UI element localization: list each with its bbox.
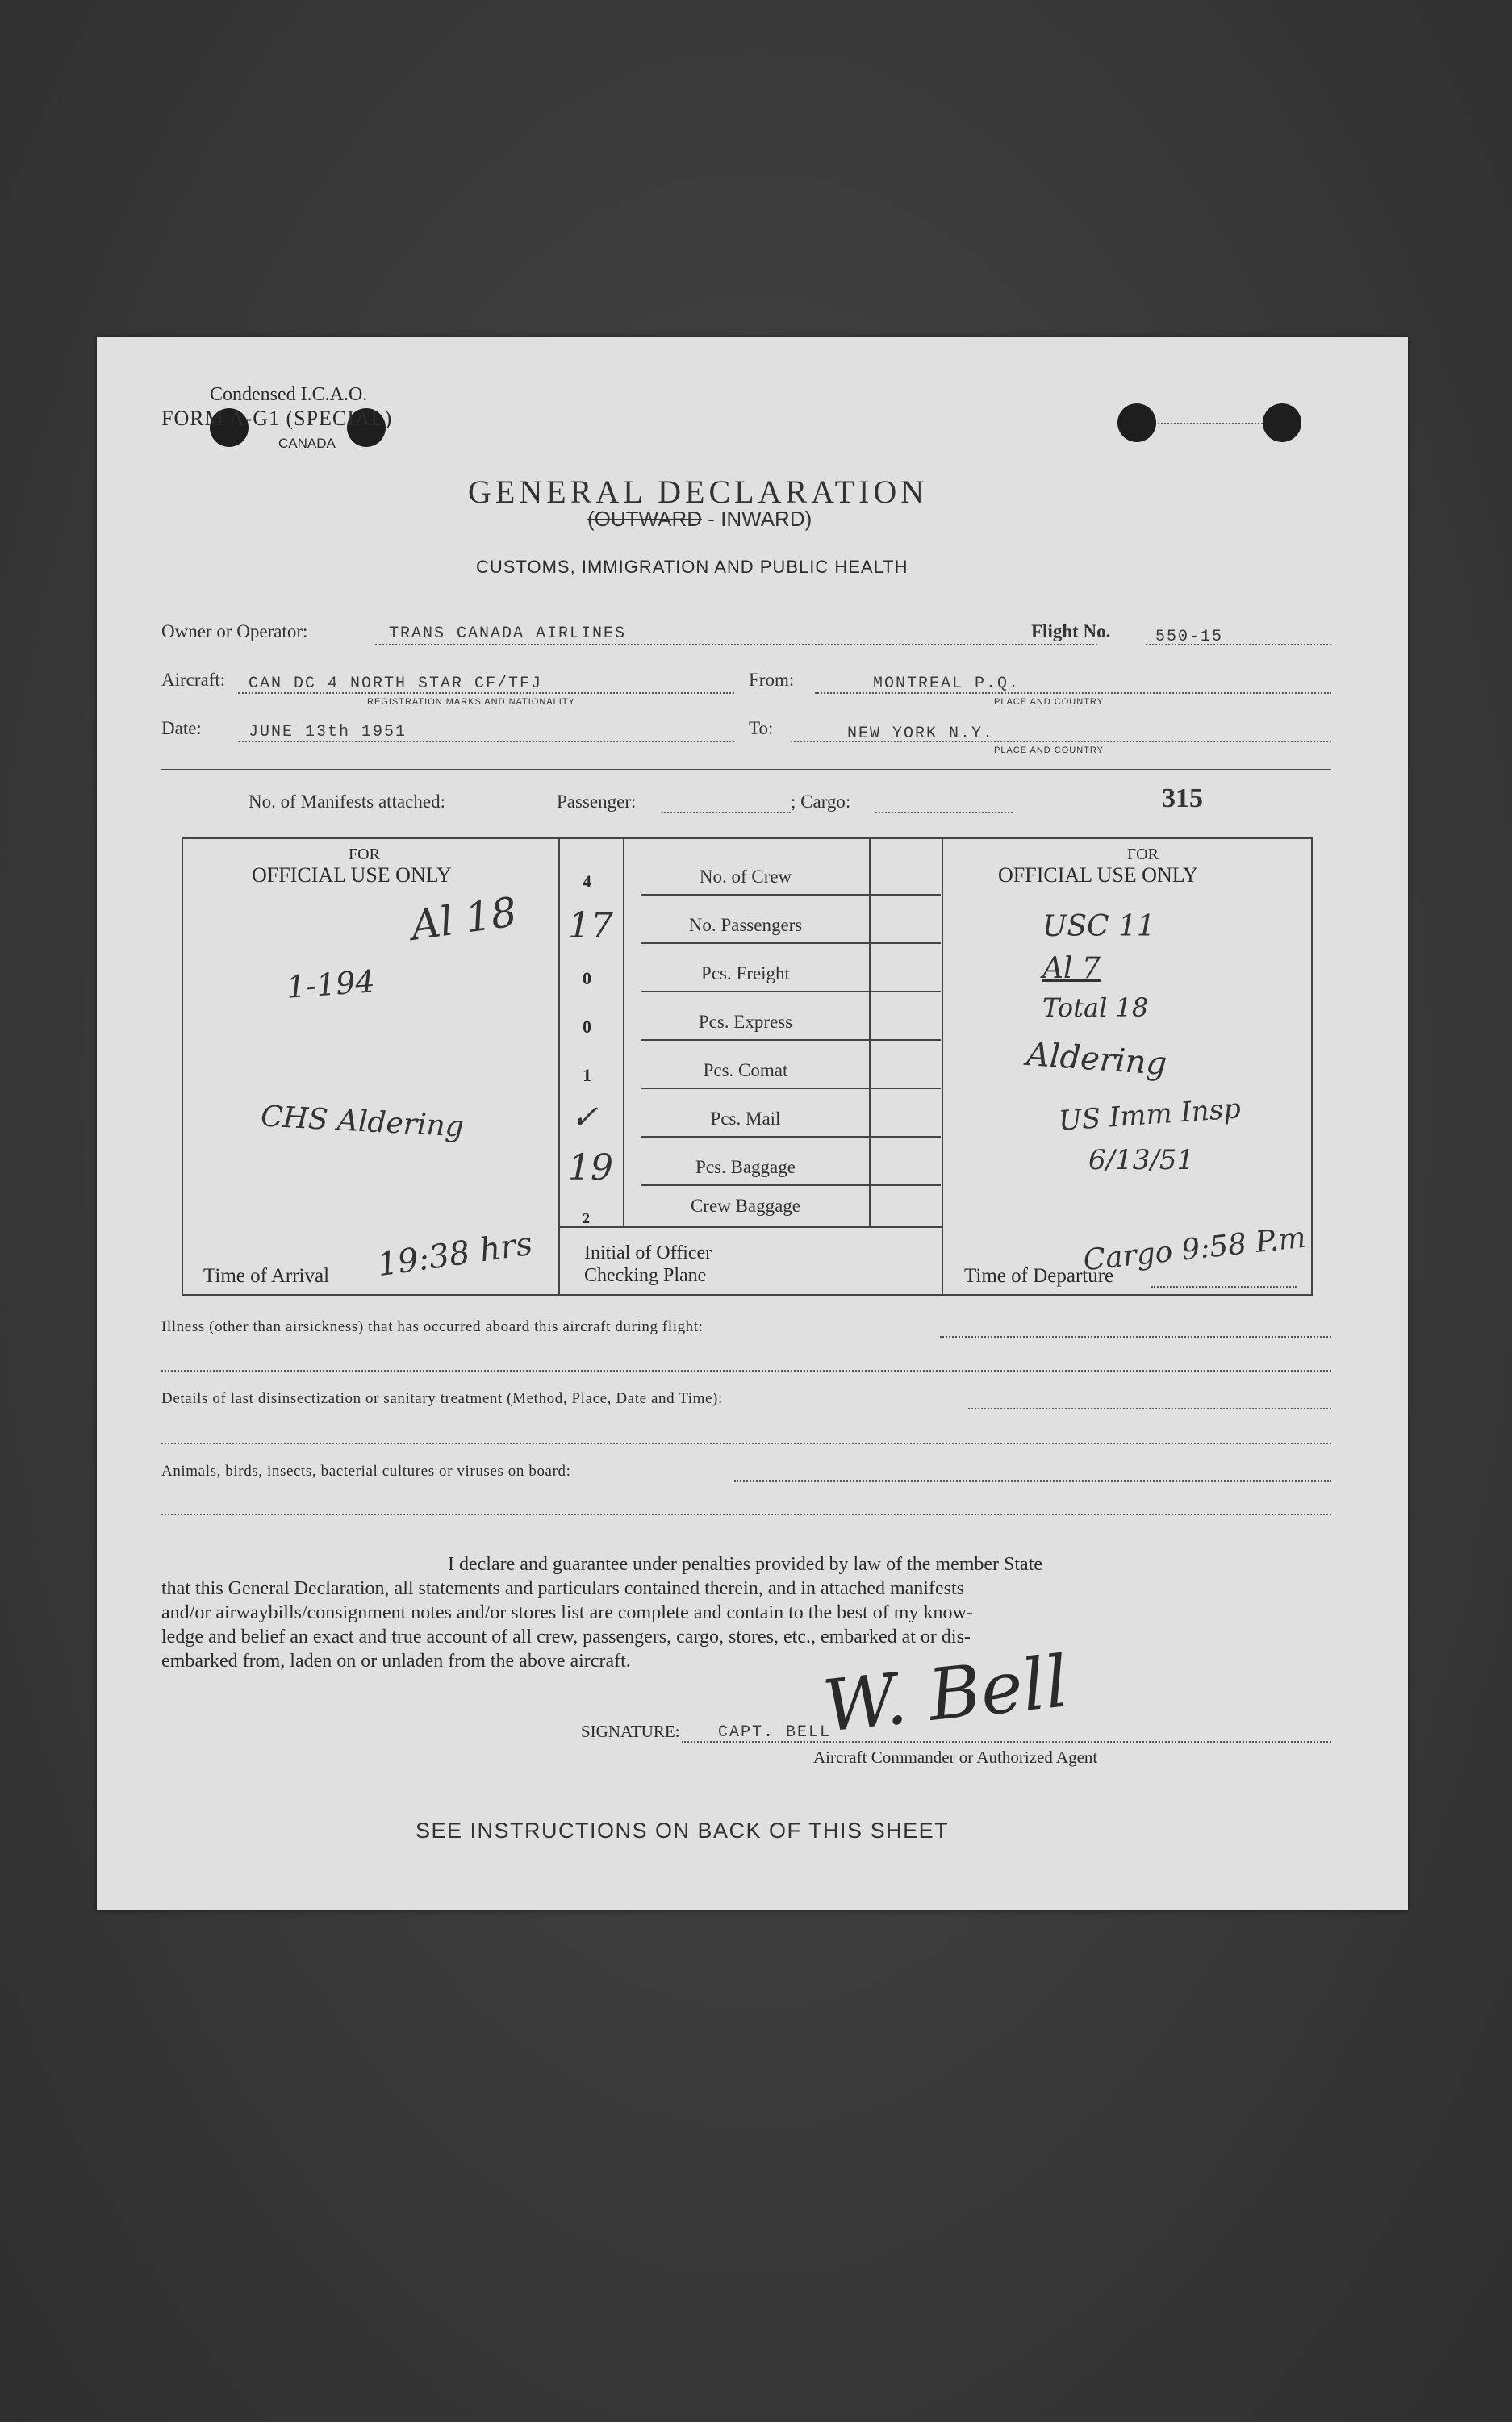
right-note-4: Aldering [1025, 1035, 1168, 1084]
date-line [238, 741, 734, 742]
left-note-3: CHS Aldering [260, 1100, 465, 1144]
right-official-header-2: OFFICIAL USE ONLY [998, 863, 1198, 887]
row-count: 0 [583, 1017, 591, 1037]
flight-line [1146, 644, 1331, 645]
left-note-2: 1-194 [285, 963, 376, 1005]
form-id-line1: Condensed I.C.A.O. [210, 384, 368, 405]
table-row [560, 905, 941, 954]
row-label: Pcs. Mail [710, 1109, 781, 1129]
from-line [815, 692, 1331, 694]
from-label: From: [749, 670, 795, 690]
illness-line-1 [940, 1336, 1331, 1338]
passenger-line [662, 812, 791, 813]
animals-line-1 [734, 1480, 1331, 1482]
aircraft-line [238, 692, 734, 694]
from-sublabel: PLACE AND COUNTRY [994, 697, 1104, 707]
official-use-table [182, 837, 1313, 1296]
illness-line-2 [161, 1370, 1331, 1372]
row-count: 17 [568, 905, 613, 946]
punch-hole-right-2 [1263, 403, 1301, 442]
table-row [560, 1196, 941, 1228]
to-label: To: [749, 718, 774, 738]
top-right-dotted-line [1158, 423, 1263, 424]
disinsect-label: Details of last disinsectization or sanitary treatment (Method, Place, Date and Time): [161, 1390, 723, 1407]
row-count: 19 [568, 1147, 613, 1188]
form-id-line2: FORM A-G1 (SPECIAL) [161, 407, 393, 430]
form-id-line3: CANADA [278, 436, 336, 451]
right-note-5: US Imm Insp [1057, 1092, 1243, 1138]
cargo-label: ; Cargo: [791, 791, 851, 812]
row-label: Pcs. Express [698, 1012, 793, 1032]
owner-label: Owner or Operator: [161, 621, 308, 641]
left-note-1: Al 18 [407, 888, 520, 950]
disinsect-line-1 [968, 1408, 1331, 1409]
time-departure-label: Time of Departure [964, 1265, 1114, 1287]
declaration-line-3: and/or airwaybills/consignment notes and/or stores list are complete and contain to the best of my know- [161, 1602, 973, 1623]
animals-line-2 [161, 1514, 1331, 1515]
table-row [560, 1099, 941, 1147]
subtitle: CUSTOMS, IMMIGRATION AND PUBLIC HEALTH [476, 557, 908, 577]
right-note-3: Total 18 [1042, 992, 1149, 1023]
row-rule [641, 1039, 941, 1041]
declaration-sheet [97, 337, 1408, 1910]
declaration-line-2: that this General Declaration, all statements and particulars contained therein, and in attached manifests [161, 1578, 964, 1599]
row-label: Pcs. Comat [703, 1060, 788, 1080]
illness-label: Illness (other than airsickness) that has occurred aboard this aircraft during flight: [161, 1318, 704, 1335]
signature-sublabel: Aircraft Commander or Authorized Agent [813, 1748, 1098, 1767]
table-row [560, 857, 941, 905]
row-rule [641, 991, 941, 992]
row-rule [641, 1088, 941, 1089]
manifests-label: No. of Manifests attached: [249, 791, 445, 812]
time-departure-value: Cargo 9:58 P.m [1081, 1221, 1308, 1278]
right-note-2: Al 7 [1042, 952, 1101, 985]
signature-line [682, 1741, 1331, 1743]
officer-label-2: Checking Plane [584, 1265, 707, 1286]
aircraft-label: Aircraft: [161, 670, 226, 690]
departure-line [1151, 1286, 1297, 1288]
signature-label: SIGNATURE: [581, 1722, 680, 1741]
outward-label: (OUTWARD [587, 507, 703, 531]
row-rule [641, 1184, 941, 1186]
declaration-line-1: I declare and guarantee under penalties provided by law of the member State [448, 1554, 1043, 1575]
row-count: 1 [583, 1065, 591, 1085]
row-count: 2 [583, 1210, 590, 1226]
declaration-line-5: embarked from, laden on or unladen from the above aircraft. [161, 1651, 631, 1672]
table-row [560, 1050, 941, 1099]
signature-handwritten: W. Bell [819, 1639, 1072, 1748]
footer-instructions: SEE INSTRUCTIONS ON BACK OF THIS SHEET [416, 1819, 950, 1843]
disinsect-line-2 [161, 1443, 1331, 1444]
row-count: 0 [583, 968, 591, 988]
row-label: Pcs. Freight [701, 963, 790, 983]
row-rule [641, 942, 941, 944]
time-arrival-value: 19:38 hrs [374, 1225, 535, 1284]
header-rule [161, 769, 1331, 770]
cargo-line [875, 812, 1013, 813]
owner-value: TRANS CANADA AIRLINES [389, 624, 627, 643]
date-value: JUNE 13th 1951 [249, 723, 407, 741]
row-list [560, 839, 941, 1226]
page-title: GENERAL DECLARATION [468, 474, 929, 510]
row-rule [641, 1136, 941, 1138]
row-label: No. of Crew [699, 866, 792, 887]
date-label: Date: [161, 718, 202, 738]
to-sublabel: PLACE AND COUNTRY [994, 745, 1104, 755]
right-note-6: 6/13/51 [1088, 1144, 1195, 1176]
direction-line [587, 507, 812, 532]
table-row [560, 1147, 941, 1196]
left-official-header-2: OFFICIAL USE ONLY [252, 863, 452, 887]
owner-line [375, 644, 1097, 645]
time-arrival-label: Time of Arrival [203, 1265, 330, 1287]
flight-label: Flight No. [1031, 621, 1111, 641]
to-line [791, 741, 1331, 742]
officer-label-1: Initial of Officer [584, 1242, 712, 1263]
signature-typed: CAPT. BELL [718, 1723, 832, 1742]
declaration-line-4: ledge and belief an exact and true account of all crew, passengers, cargo, stores, etc., embarked at or dis- [161, 1626, 971, 1647]
aircraft-value: CAN DC 4 NORTH STAR CF/TFJ [249, 674, 543, 693]
row-label: Pcs. Baggage [695, 1157, 796, 1177]
inward-label: - INWARD) [708, 507, 812, 531]
aircraft-sublabel: REGISTRATION MARKS AND NATIONALITY [367, 697, 575, 707]
row-count: 4 [583, 871, 591, 892]
animals-label: Animals, birds, insects, bacterial cultures or viruses on board: [161, 1463, 571, 1480]
row-label: No. Passengers [688, 915, 803, 935]
right-official-header-1: FOR [1127, 846, 1159, 863]
row-count: ✓ [571, 1099, 599, 1136]
table-row [560, 954, 941, 1002]
left-official-header-1: FOR [349, 846, 380, 863]
flight-value: 550-15 [1155, 628, 1224, 646]
to-value: NEW YORK N.Y. [847, 725, 995, 743]
passenger-label: Passenger: [557, 791, 637, 812]
stamp-number: 315 [1162, 783, 1203, 813]
right-note-1: USC 11 [1042, 910, 1155, 943]
table-row [560, 1002, 941, 1050]
punch-hole-right-1 [1117, 403, 1156, 442]
row-label: Crew Baggage [690, 1196, 801, 1216]
row-rule [641, 894, 941, 896]
from-value: MONTREAL P.Q. [873, 674, 1021, 693]
